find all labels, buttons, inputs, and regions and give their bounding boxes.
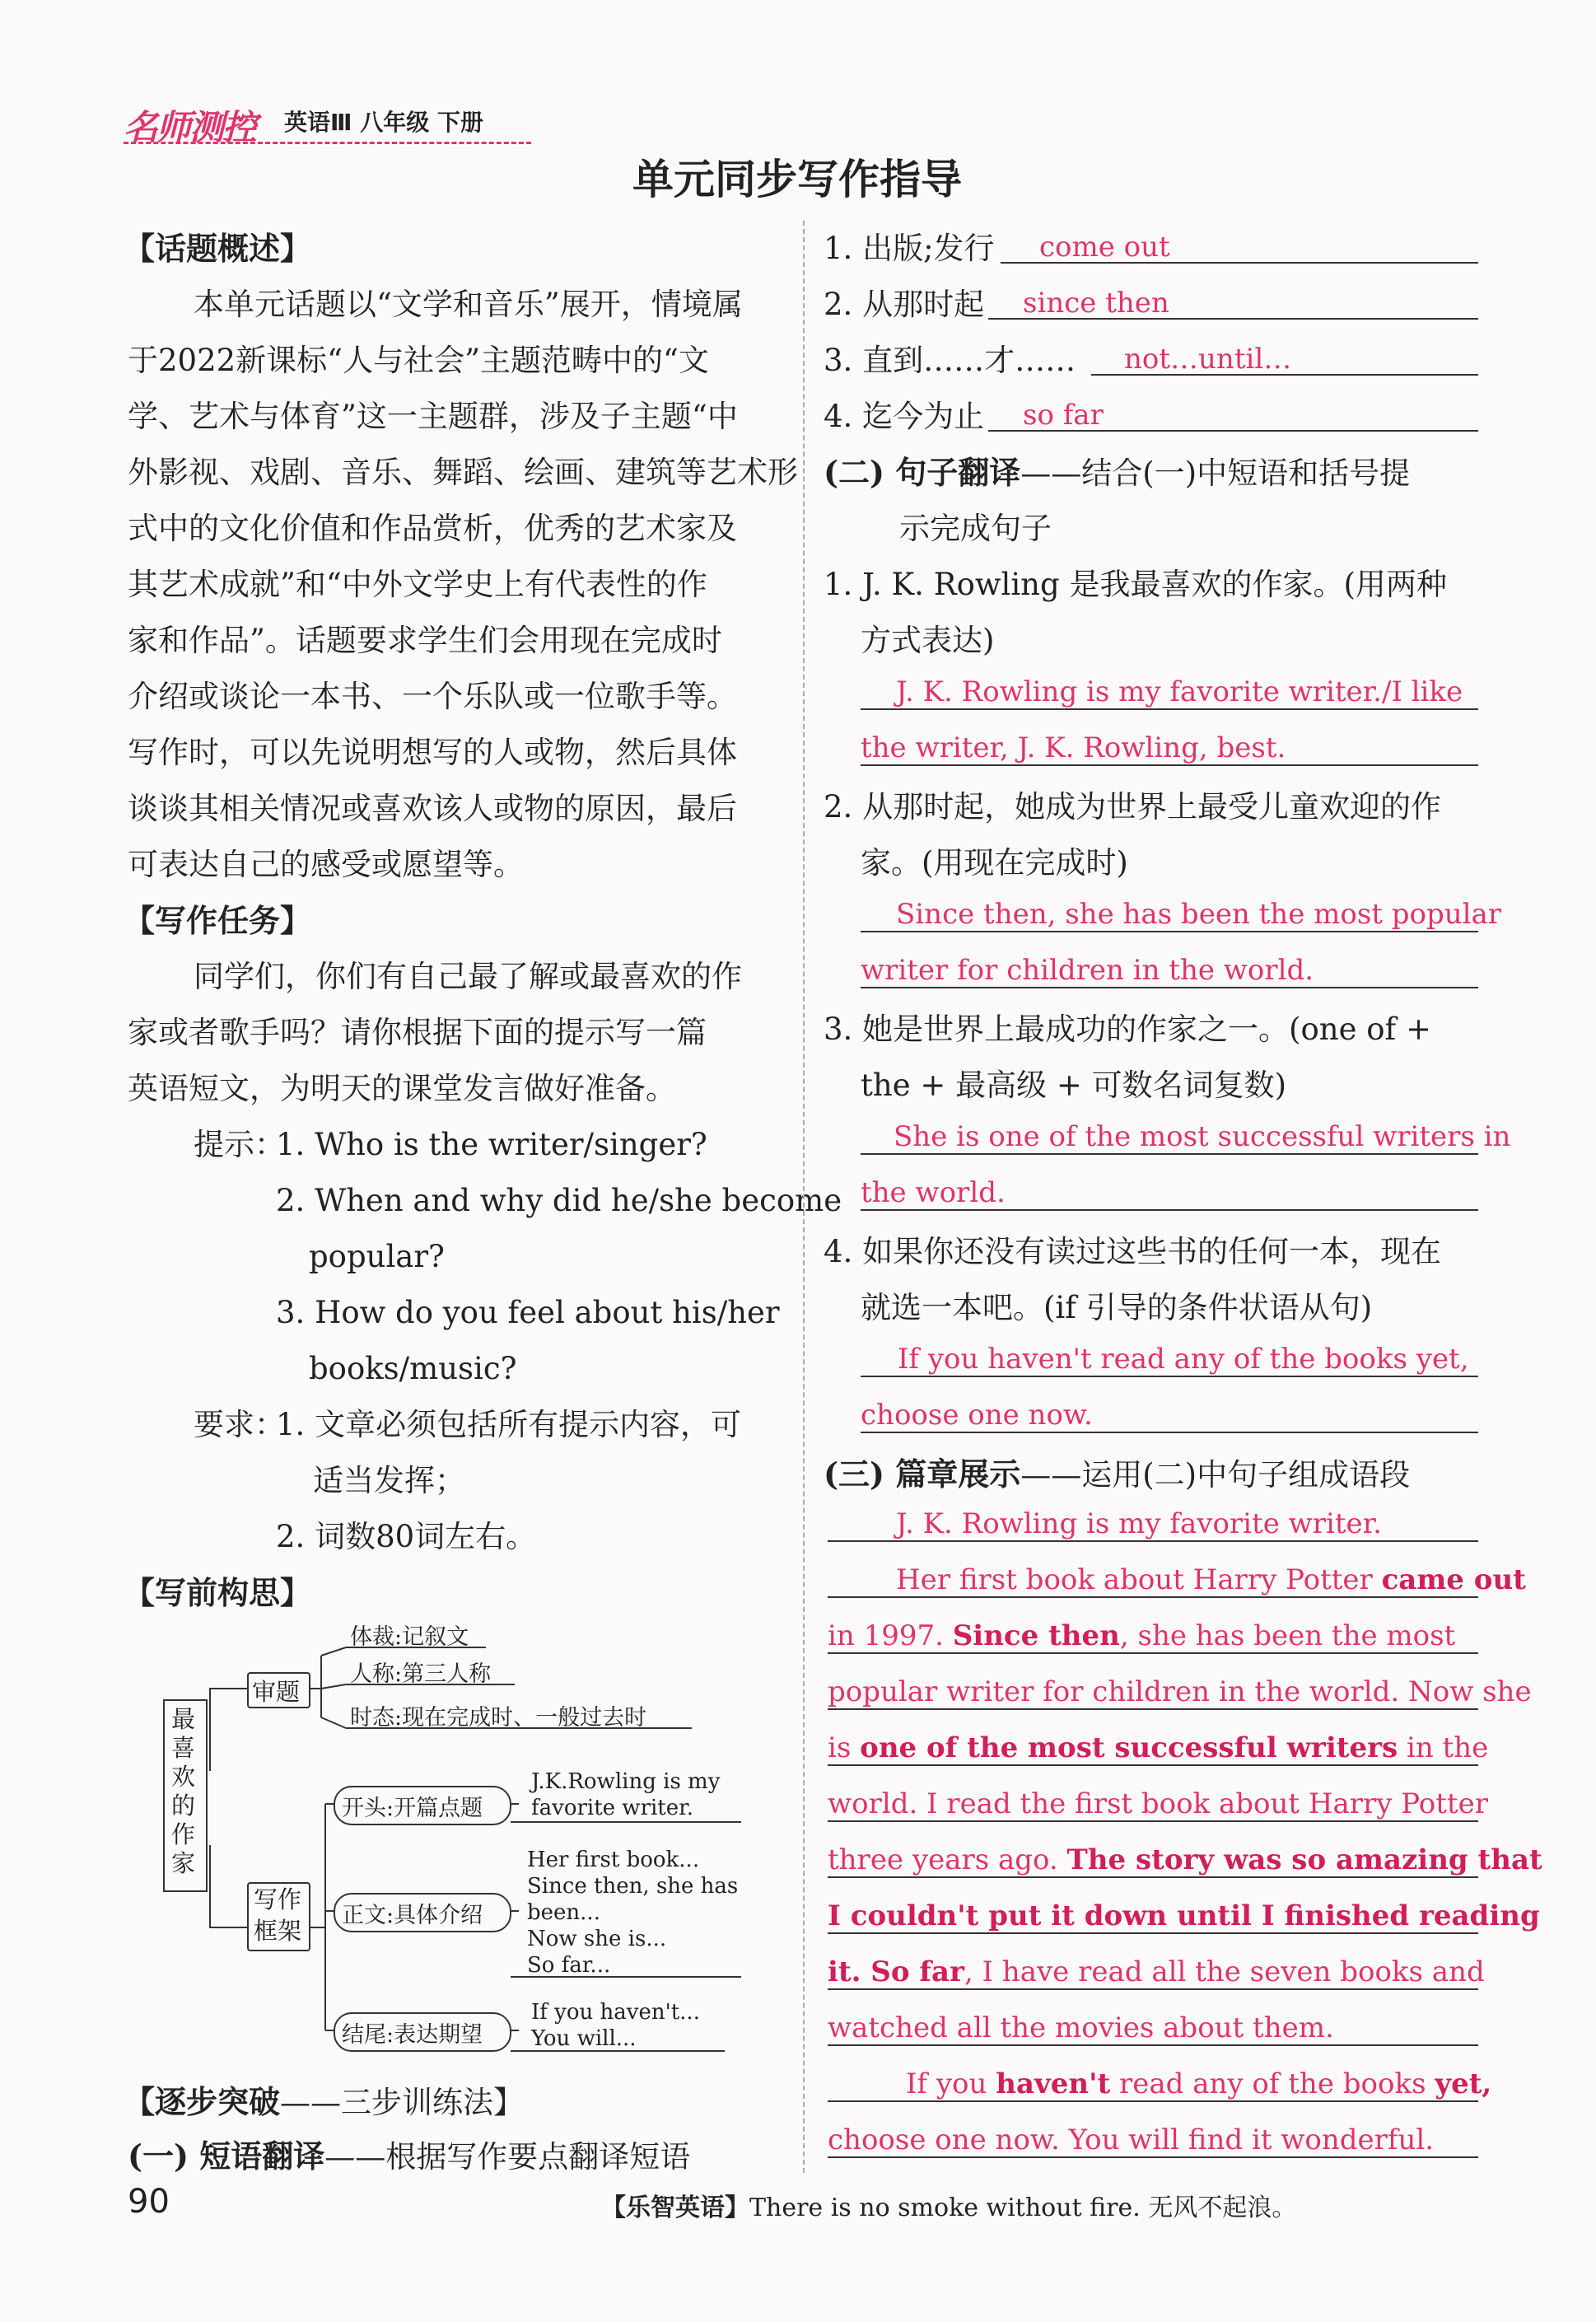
passage-line: watched all the movies about them.: [828, 2011, 1334, 2044]
phrase-question: 1. 出版;发行: [824, 231, 995, 266]
topic-heading: 【话题概述】: [124, 230, 312, 267]
sec1-heading: [128, 2128, 690, 2185]
answer-line: [861, 1376, 1478, 1377]
hint-item: 2. When and why did he/she become: [276, 1183, 842, 1218]
sentence-question: 1. J. K. Rowling 是我最喜欢的作家。(用两种: [824, 567, 1447, 602]
sec3-heading-bold: (三) 篇章展示: [824, 1455, 1021, 1493]
passage-line: [828, 1955, 1485, 1988]
page-title: 单元同步写作指导: [632, 156, 962, 203]
sec2-heading: [824, 445, 1410, 502]
passage-keyphrase: one of the most successful writers: [860, 1731, 1398, 1764]
topic-line: 式中的文化价值和作品赏析，优秀的艺术家及: [128, 511, 737, 546]
sentence-question: 4. 如果你还没有读过这些书的任何一本，现在: [824, 1234, 1442, 1269]
passage-keyphrase: it. So far: [828, 1955, 964, 1988]
sentence-answer: choose one now.: [861, 1399, 1093, 1432]
passage-line: [896, 1563, 1526, 1596]
review-item: 时态:现在完成时、一般过去时: [350, 1705, 647, 1731]
passage-line: [828, 1731, 1488, 1764]
sentence-answer: Since then, she has been the most popular: [896, 898, 1502, 931]
phrase-answer: not…until…: [1124, 343, 1292, 376]
subject-label: 英语Ⅲ 八年级 下册: [284, 109, 483, 136]
sentence-answer: J. K. Rowling is my favorite writer./I like: [896, 675, 1463, 708]
passage-rule: [828, 1988, 1478, 1990]
review-item: 人称:第三人称: [350, 1661, 492, 1687]
sec1-heading-bold: (一) 短语翻译: [128, 2137, 325, 2175]
passage-text: , I have read all the seven books and: [964, 1955, 1485, 1988]
passage-line: world. I read the first book about Harry Potter: [828, 1787, 1488, 1820]
sentence-question: 2. 从那时起，她成为世界上最受儿童欢迎的作: [824, 789, 1442, 825]
passage-rule: [828, 2044, 1478, 2046]
sentence-answer: the writer, J. K. Rowling, best.: [861, 731, 1286, 764]
hint-item: 1. Who is the writer/singer?: [276, 1127, 707, 1162]
body-text: been...: [527, 1900, 600, 1925]
body-text: Her first book...: [527, 1848, 700, 1872]
answer-line: [861, 931, 1478, 932]
body-text: So far...: [527, 1953, 611, 1978]
passage-line: popular writer for children in the world. Now she: [828, 1675, 1532, 1708]
passage-text: , she has been the most: [1119, 1619, 1456, 1652]
steps-heading-bold: 【逐步突破: [124, 2083, 281, 2120]
answer-line: [861, 708, 1478, 710]
passage-rule: [828, 1652, 1478, 1654]
passage-keyphrase: The story was so amazing that: [1066, 1843, 1542, 1876]
body-text: Now she is...: [527, 1927, 667, 1951]
passage-line: I couldn't put it down until I finished reading: [828, 1899, 1540, 1932]
passage-rule: [828, 2156, 1478, 2158]
sec2-heading-cont: 示完成句子: [899, 511, 1052, 546]
phrase-question: 2. 从那时起: [824, 287, 985, 322]
column-divider: [803, 221, 805, 2173]
ending-label: 结尾:表达期望: [342, 2022, 483, 2048]
answer-line: [861, 1209, 1478, 1211]
task-line: 同学们，你们有自己最了解或最喜欢的作: [194, 959, 742, 994]
passage-text: is: [828, 1731, 861, 1764]
topic-line: 可表达自己的感受或愿望等。: [128, 847, 524, 882]
answer-line: [861, 1153, 1478, 1155]
passage-line: [906, 2067, 1491, 2100]
answer-line: [861, 987, 1478, 988]
req-label: 要求：: [194, 1407, 285, 1442]
sec2-heading-bold: (二) 句子翻译: [824, 454, 1021, 491]
topic-line: 家和作品”。话题要求学生们会用现在完成时: [128, 623, 722, 658]
sentence-question: 家。(用现在完成时): [861, 845, 1128, 881]
plan-heading: 【写前构思】: [124, 1574, 312, 1611]
passage-rule: [828, 1932, 1478, 1934]
sentence-question: 方式表达): [861, 623, 995, 658]
steps-heading-rest: ——三步训练法】: [280, 2085, 525, 2120]
passage-text: in 1997.: [828, 1619, 953, 1652]
sentence-answer: If you haven't read any of the books yet,: [898, 1343, 1469, 1376]
passage-keyphrase: yet,: [1435, 2067, 1492, 2100]
phrase-answer: come out: [1039, 231, 1170, 264]
passage-rule: [828, 2100, 1478, 2102]
review-label: 审题: [252, 1678, 301, 1706]
passage-rule: [828, 1540, 1478, 1542]
topic-line: 外影视、戏剧、音乐、舞蹈、绘画、建筑等艺术形: [128, 455, 798, 490]
body-text: Since then, she has: [527, 1874, 739, 1899]
mind-map-root-label: 最喜欢的作家: [171, 1705, 196, 1877]
passage-text: Her first book about Harry Potter: [896, 1563, 1382, 1596]
passage-text: read any of the books: [1110, 2067, 1435, 2100]
sec1-heading-rest: ——根据写作要点翻译短语: [324, 2139, 691, 2175]
passage-text: If you: [906, 2067, 996, 2100]
passage-rule: [828, 1708, 1478, 1710]
passage-keyphrase: haven't: [996, 2067, 1111, 2100]
sentence-answer: She is one of the most successful writers in: [894, 1120, 1511, 1153]
passage-text: three years ago.: [828, 1843, 1067, 1876]
topic-line: 学、艺术与体育”这一主题群，涉及子主题“中: [128, 399, 738, 434]
hint-item: books/music?: [309, 1351, 517, 1386]
passage-line: choose one now. You will find it wonderful.: [828, 2123, 1435, 2156]
topic-line: 介绍或谈论一本书、一个乐队或一位歌手等。: [128, 679, 737, 714]
req-item: 1. 文章必须包括所有提示内容，可: [276, 1407, 742, 1442]
passage-line: J. K. Rowling is my favorite writer.: [896, 1507, 1382, 1540]
passage-line: [828, 1843, 1542, 1876]
steps-heading: [124, 2074, 524, 2131]
sec3-heading-rest: ——运用(二)中句子组成语段: [1020, 1457, 1411, 1493]
phrase-answer: since then: [1023, 287, 1169, 320]
sec2-heading-rest: ——结合(一)中短语和括号提: [1020, 456, 1411, 491]
task-line: 英语短文，为明天的课堂发言做好准备。: [128, 1071, 676, 1106]
passage-keyphrase: came out: [1381, 1563, 1526, 1596]
sentence-answer: writer for children in the world.: [861, 954, 1314, 987]
footer-proverb-text: There is no smoke without fire. 无风不起浪。: [749, 2194, 1297, 2222]
sec3-heading: [824, 1446, 1410, 1503]
passage-keyphrase: Since then: [952, 1619, 1120, 1652]
passage-line: [828, 1619, 1455, 1652]
topic-line: 写作时，可以先说明想写的人或物，然后具体: [128, 735, 737, 770]
phrase-question: 3. 直到……才……: [824, 343, 1076, 378]
phrase-question: 4. 迄今为止: [824, 399, 985, 434]
task-heading: 【写作任务】: [124, 902, 312, 939]
topic-line: 本单元话题以“文学和音乐”展开，情境属: [194, 287, 743, 322]
answer-line: [861, 764, 1478, 766]
passage-text: in the: [1398, 1731, 1489, 1764]
opening-text: J.K.Rowling is my: [531, 1769, 721, 1794]
passage-rule: [828, 1820, 1478, 1822]
topic-line: 谈谈其相关情况或喜欢该人或物的原因，最后: [128, 791, 737, 826]
answer-line: [861, 1432, 1478, 1433]
opening-text: favorite writer.: [531, 1796, 693, 1820]
sentence-answer: the world.: [861, 1176, 1006, 1209]
hints-label: 提示：: [194, 1127, 285, 1162]
frame-label: 写作框架: [254, 1885, 302, 1945]
page-number: 90: [128, 2183, 170, 2221]
topic-line: 其艺术成就”和“中外文学史上有代表性的作: [128, 567, 707, 602]
hint-item: 3. How do you feel about his/her: [276, 1295, 780, 1330]
review-item: 体裁:记叙文: [350, 1624, 469, 1650]
req-item: 适当发挥；: [313, 1463, 465, 1498]
ending-text: You will...: [531, 2026, 637, 2051]
topic-line: 于2022新课标“人与社会”主题范畴中的“文: [128, 343, 709, 378]
passage-rule: [828, 1596, 1478, 1598]
body-label: 正文:具体介绍: [342, 1903, 483, 1928]
sentence-question: the + 最高级 + 可数名词复数): [861, 1068, 1287, 1103]
opening-label: 开头:开篇点题: [342, 1796, 483, 1821]
sentence-question: 3. 她是世界上最成功的作家之一。(one of +: [824, 1011, 1431, 1047]
task-line: 家或者歌手吗？请你根据下面的提示写一篇: [128, 1015, 707, 1050]
footer-brand: 【乐智英语】: [601, 2194, 749, 2222]
passage-rule: [828, 1876, 1478, 1878]
ending-text: If you haven't...: [531, 2000, 700, 2025]
req-item: 2. 词数80词左右。: [276, 1519, 537, 1554]
brand-logo: 名师测控: [124, 107, 256, 147]
passage-rule: [828, 1764, 1478, 1766]
sentence-question: 就选一本吧。(if 引导的条件状语从句): [861, 1290, 1373, 1325]
footer-proverb: [601, 2187, 1296, 2223]
phrase-answer: so far: [1023, 399, 1104, 432]
hint-item: popular?: [309, 1239, 445, 1274]
